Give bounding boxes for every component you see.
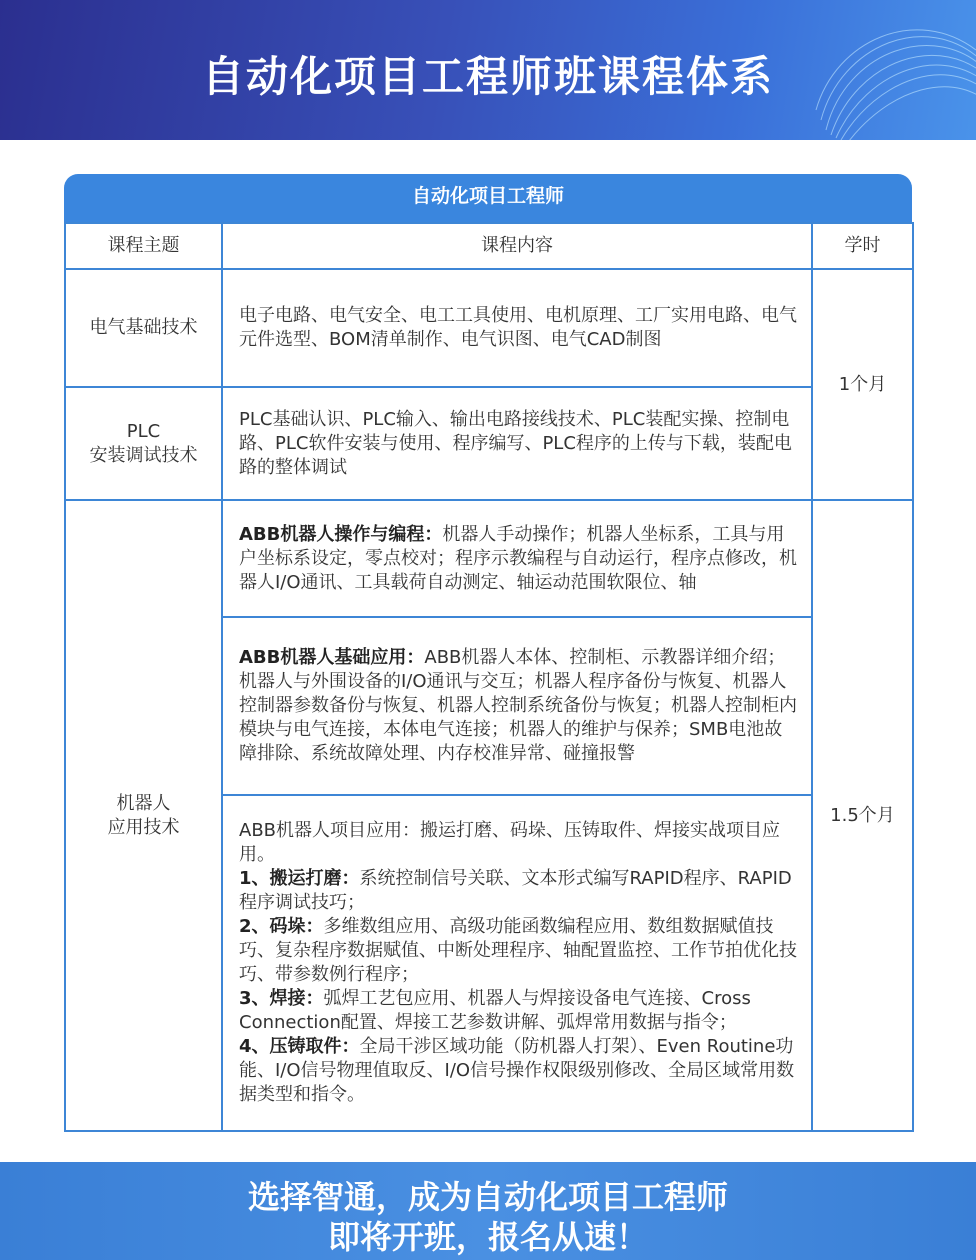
robot-project-intro: ABB机器人项目应用：搬运打磨、码垛、压铸取件、焊接实战项目应用。 <box>239 820 781 865</box>
hours-second: 1.5个月 <box>812 500 913 1131</box>
footer-slogan-line1: 选择智通，成为自动化项目工程师 <box>247 1178 728 1216</box>
content-plc: PLC基础认识、PLC输入、输出电路接线技术、PLC装配实操、控制电路、PLC软件安装与使用、程序编写、PLC程序的上传与下载，装配电路的整体调试 <box>222 387 812 500</box>
topic-robot <box>65 500 222 1131</box>
robot-project-item-title: 2、码垛： <box>239 916 324 937</box>
robot-operation-text: 机器人手动操作；机器人坐标系，工具与用户坐标系设定，零点校对；程序示教编程与自动运行，程序点修改，机器人I/O通讯、工具载荷自动测定、轴运动范围软限位、轴 <box>239 523 797 593</box>
topic-robot-line2: 应用技术 <box>107 816 180 838</box>
header-hours: 学时 <box>812 223 913 269</box>
robot-project-item-text: 多维数组应用、高级功能函数编程应用、数组数据赋值技巧、复杂程序数据赋值、中断处理程序、轴配置监控、工作节拍优化技巧、带参数例行程序； <box>239 916 797 985</box>
robot-project-item-text: 系统控制信号关联、文本形式编写RAPID程序、RAPID程序调试技巧； <box>239 868 792 913</box>
table-row <box>65 269 913 387</box>
robot-project-item-title: 1、搬运打磨： <box>239 868 360 889</box>
robot-project-item-text: 弧焊工艺包应用、机器人与焊接设备电气连接、Cross Connection配置、焊接工艺参数讲解、弧焊常用数据与指令； <box>239 988 769 1033</box>
robot-project-item-title: 4、压铸取件： <box>239 1036 360 1057</box>
table-row <box>65 387 913 500</box>
robot-project-item <box>239 1035 799 1107</box>
robot-project-item <box>239 867 799 915</box>
table-row <box>65 500 913 617</box>
content-robot-basic <box>222 617 812 795</box>
table-caption: 自动化项目工程师 <box>64 174 912 222</box>
topic-electrical: 电气基础技术 <box>65 269 222 387</box>
topic-robot-line1: 机器人 <box>116 792 171 814</box>
robot-project-item <box>239 915 799 987</box>
robot-project-item-title: 3、焊接： <box>239 988 324 1009</box>
robot-project-item-text: 全局干涉区域功能（防机器人打架）、Even Routine功能、I/O信号物理值取反、I/O信号操作权限级别修改、全局区域常用数据类型和指令。 <box>239 1036 795 1105</box>
table-header-row <box>65 223 913 269</box>
topic-plc-line2: 安装调试技术 <box>89 444 198 466</box>
course-table-container <box>64 174 912 1132</box>
hours-first: 1个月 <box>812 269 913 500</box>
robot-operation-title: ABB机器人操作与编程： <box>239 523 443 545</box>
page-title: 自动化项目工程师班课程体系 <box>201 52 774 101</box>
footer-slogan-line2: 即将开班，报名从速！ <box>327 1218 648 1256</box>
robot-basic-text: ABB机器人本体、控制柜、示教器详细介绍；机器人与外围设备的I/O通讯与交互；机器人程序备份与恢复、机器人控制器参数备份与恢复、机器人控制系统备份与恢复；机器人控制柜内模块与电气连接，本体电气连接；机器人的维护与保养；SMB电池故障排除、系统故障处理、内存校准异常、碰撞报警 <box>239 647 797 764</box>
header-topic: 课程主题 <box>65 223 222 269</box>
bottom-banner <box>0 1162 976 1260</box>
course-table <box>64 222 914 1132</box>
header-content: 课程内容 <box>222 223 812 269</box>
content-electrical: 电子电路、电气安全、电工工具使用、电机原理、工厂实用电路、电气元件选型、BOM清单制作、电气识图、电气CAD制图 <box>222 269 812 387</box>
top-banner <box>0 0 976 140</box>
topic-plc <box>65 387 222 500</box>
content-robot-project <box>222 795 812 1131</box>
robot-basic-title: ABB机器人基础应用： <box>239 647 425 668</box>
robot-project-item <box>239 987 799 1035</box>
content-robot-operation <box>222 500 812 617</box>
topic-plc-line1: PLC <box>126 420 161 442</box>
